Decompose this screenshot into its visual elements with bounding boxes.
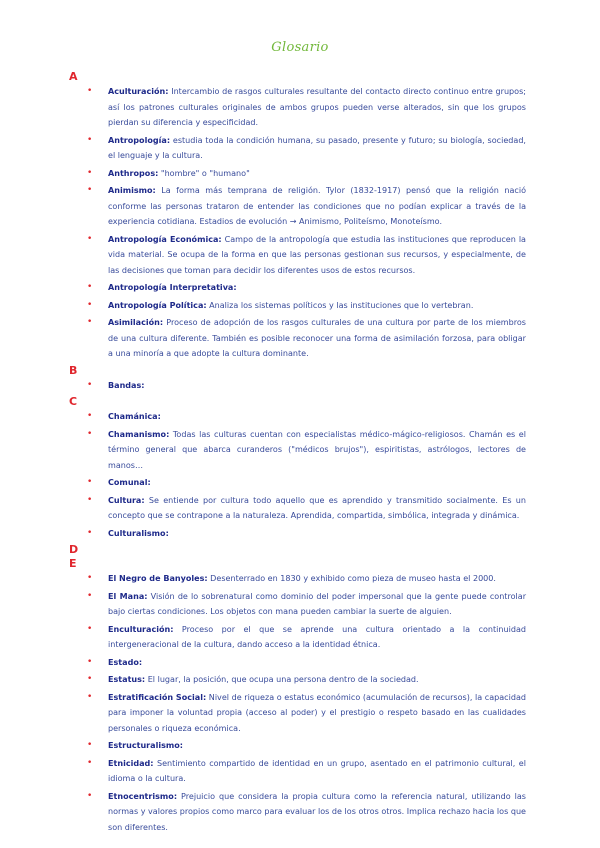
entry-term: Culturalismo:	[108, 528, 169, 538]
bullet-icon: •	[87, 379, 93, 390]
glossary-entry	[70, 84, 526, 131]
section-c	[70, 395, 526, 541]
glossary-entry	[70, 738, 526, 754]
bullet-icon: •	[87, 167, 93, 178]
glossary-entry	[70, 571, 526, 587]
entry-term: Chamánica:	[108, 412, 161, 421]
glossary-entry	[70, 183, 526, 230]
entry-term: Animismo:	[108, 186, 156, 195]
entry-term: Etnocentrismo:	[108, 791, 178, 801]
bullet-icon: •	[87, 573, 93, 583]
entry-definition: Nivel de riqueza o estatus económico (acumulación de recursos), la capacidad para imponer la voluntad propia (acceso al poder) y el prestigio o respeto basado en las cualidades personales o riqueza económica.	[108, 692, 526, 733]
entry-list	[70, 378, 526, 394]
entry-term: Aculturación:	[108, 87, 169, 96]
bullet-icon: •	[87, 428, 93, 439]
entry-definition: estudia toda la condición humana, su pasado, presente y futuro; su biología, sociedad, el lenguaje y la cultura.	[108, 135, 526, 160]
bullet-icon: •	[87, 233, 93, 244]
glossary-entry	[70, 756, 526, 787]
entry-definition: Sentimiento compartido de identidad en un grupo, asentado en el patrimonio cultural, el idioma o la cultura.	[108, 758, 526, 783]
entry-definition: Visión de lo sobrenatural como dominio del poder impersonal que la gente puede controlar bajo ciertas condiciones. Los objetos con mana pueden cambiar la suerte de alguien.	[108, 591, 526, 616]
entry-list	[70, 571, 526, 835]
glossary-entry	[70, 690, 526, 737]
bullet-icon: •	[87, 282, 93, 292]
glossary-entry	[70, 409, 526, 425]
entry-term: Antropología Política:	[108, 300, 207, 310]
entry-definition: Desenterrado en 1830 y exhibido como pieza de museo hasta el 2000.	[207, 574, 496, 583]
entry-definition: Todas las culturas cuentan con especialistas médico-mágico-religiosos. Chamán es el término general que abarca curanderos ("médicos brujos"), espiritistas, astrólogos, lectores de manos…	[108, 429, 526, 470]
entry-definition: Analiza los sistemas políticos y las instituciones que lo vertebran.	[206, 300, 474, 310]
entry-term: Estado:	[108, 657, 143, 667]
bullet-icon: •	[87, 411, 93, 421]
bullet-icon: •	[87, 656, 93, 667]
entry-term: Bandas:	[108, 380, 145, 390]
glossary-entry	[70, 378, 526, 394]
entry-term: Enculturación:	[108, 624, 174, 634]
glossary-body	[70, 70, 526, 837]
entry-list	[70, 409, 526, 541]
section-b	[70, 364, 526, 394]
glossary-entry	[70, 166, 526, 182]
section-a	[70, 70, 526, 362]
glossary-entry	[70, 526, 526, 542]
entry-definition: El lugar, la posición, que ocupa una persona dentro de la sociedad.	[145, 675, 419, 684]
page-title: Glosario	[271, 40, 329, 55]
entry-definition: Campo de la antropología que estudia las instituciones que reproducen la vida material. Se ocupa de la forma en que las personas gestionan sus recursos, y especialmente, de las decisiones que toman para decidir los diferentes usos de estos recursos.	[108, 234, 526, 275]
entry-term: Estructuralismo:	[108, 741, 184, 750]
glossary-entry	[70, 475, 526, 491]
entry-term: Comunal:	[108, 478, 151, 487]
bullet-icon: •	[87, 477, 93, 487]
entry-term: Antropología Interpretativa:	[108, 283, 237, 292]
entry-term: Etnicidad:	[108, 758, 154, 768]
entry-term: Antropología:	[108, 135, 171, 145]
bullet-icon: •	[87, 590, 93, 601]
entry-term: Estatus:	[108, 675, 146, 684]
entry-term: Cultura:	[108, 495, 145, 505]
section-letter: E	[69, 557, 77, 570]
glossary-entry	[70, 789, 526, 836]
entry-definition: "hombre" o "humano"	[158, 168, 250, 178]
entry-definition: La forma más temprana de religión. Tylor (1832-1917) pensó que la religión nació conforme las personas trataron de entender las condiciones que no podían explicar a través de la experiencia cotidiana. Estadios de evolución → Animismo, Politeísmo, Monoteísmo.	[108, 186, 526, 226]
entry-definition: Proceso de adopción de los rasgos culturales de una cultura por parte de los miembros de una cultura diferente. También es posible reconocer una forma de asimilación forzosa, para obligar a una minoría a que adopte la cultura dominante.	[108, 318, 526, 358]
bullet-icon: •	[87, 527, 93, 538]
section-d	[70, 543, 526, 557]
bullet-icon: •	[87, 185, 93, 195]
entry-definition: Proceso por el que se aprende una cultura orientado a la continuidad intergeneracional de la cultura, dando acceso a la identidad étnica.	[108, 624, 526, 649]
section-letter: A	[69, 70, 78, 83]
bullet-icon: •	[87, 757, 93, 768]
glossary-entry	[70, 493, 526, 524]
entry-term: El Negro de Banyoles:	[108, 574, 208, 583]
bullet-icon: •	[87, 674, 93, 684]
section-e	[70, 557, 526, 835]
section-letter: C	[69, 395, 78, 408]
entry-term: Chamanismo:	[108, 429, 170, 439]
entry-term: El Mana:	[108, 591, 148, 601]
glossary-entry	[70, 298, 526, 314]
glossary-entry	[70, 427, 526, 474]
glossary-entry	[70, 315, 526, 362]
bullet-icon: •	[87, 86, 93, 96]
bullet-icon: •	[87, 494, 93, 505]
bullet-icon: •	[87, 790, 93, 801]
bullet-icon: •	[87, 317, 93, 327]
bullet-icon: •	[87, 623, 93, 634]
bullet-icon: •	[87, 299, 93, 310]
entry-term: Estratificación Social:	[108, 692, 207, 702]
glossary-entry	[70, 672, 526, 688]
bullet-icon: •	[87, 740, 93, 750]
entry-list	[70, 84, 526, 362]
glossary-entry	[70, 622, 526, 653]
glossary-entry	[70, 589, 526, 620]
entry-term: Anthropos:	[108, 168, 159, 178]
bullet-icon: •	[87, 691, 93, 702]
entry-term: Asimilación:	[108, 318, 164, 327]
entry-definition: Prejuicio que considera la propia cultura como la referencia natural, utilizando las normas y valores propios como marco para evaluar los de los otros otros. Implica rechazo hacia los que son diferentes.	[108, 791, 526, 832]
section-letter: B	[69, 363, 78, 377]
glossary-entry	[70, 133, 526, 164]
glossary-entry	[70, 232, 526, 279]
glossary-entry	[70, 655, 526, 671]
entry-definition: Intercambio de rasgos culturales resultante del contacto directo continuo entre grupos; así los patrones culturales originales de ambos grupos pueden verse alterados, sin que los grupos pierdan su diferencia y especificidad.	[108, 87, 526, 127]
section-letter: D	[69, 543, 79, 556]
glossary-entry	[70, 280, 526, 296]
bullet-icon: •	[87, 134, 93, 145]
entry-definition: Se entiende por cultura todo aquello que es aprendido y transmitido socialmente. Es un concepto que se contrapone a la naturaleza. Aprendida, compartida, simbólica, integrada y dinámica.	[108, 495, 526, 520]
entry-term: Antropología Económica:	[108, 234, 222, 244]
